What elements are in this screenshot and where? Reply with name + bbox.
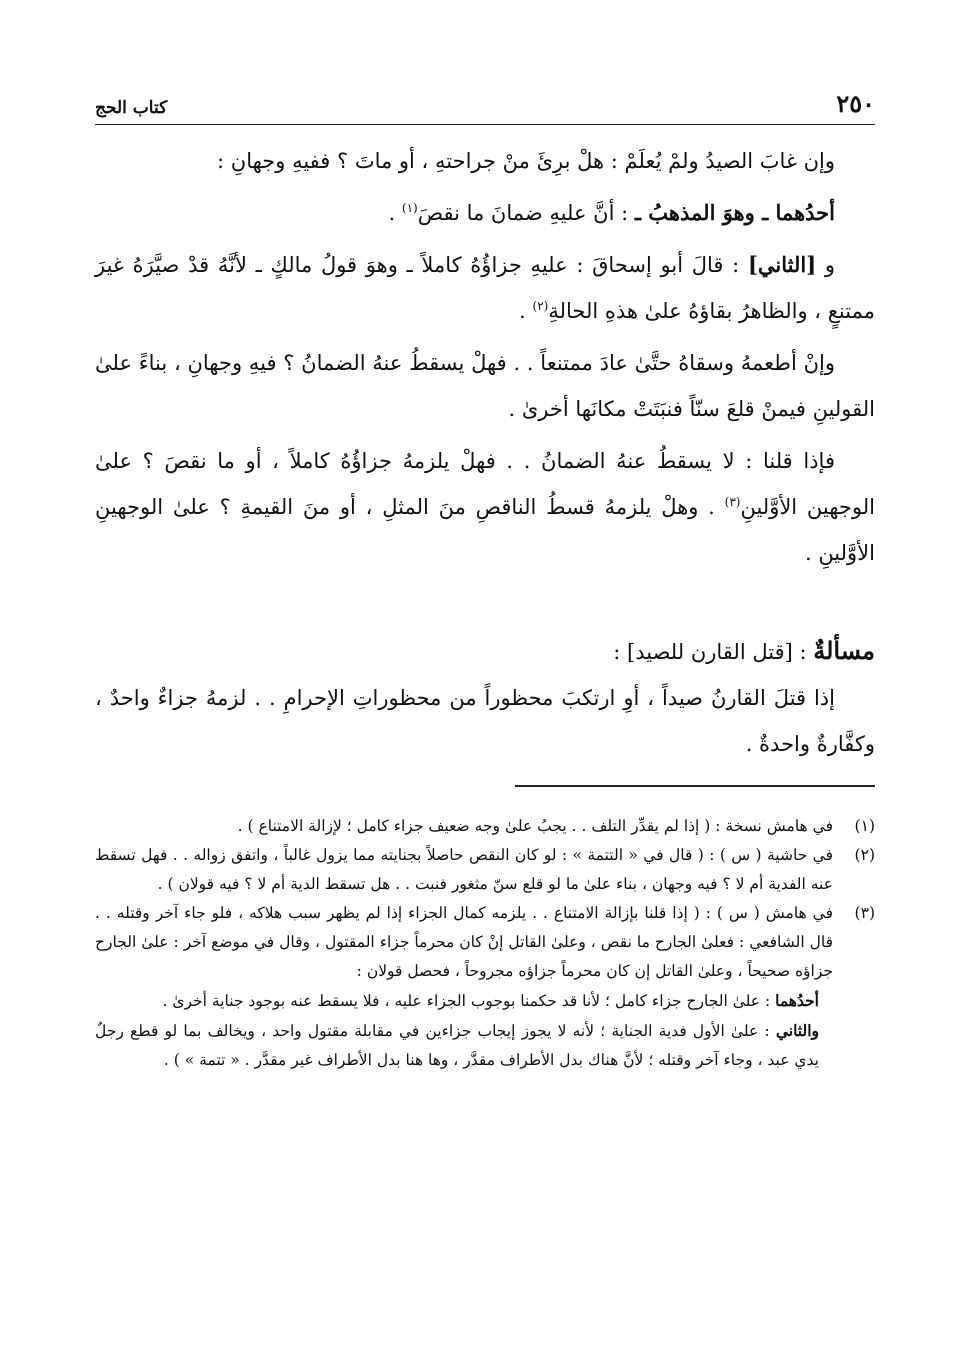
page-number: ٢٥٠ [836, 89, 875, 118]
paragraph-2-lead: أحدُهما ـ وهوَ المذهبُ ـ [634, 200, 835, 225]
footnote-number: (٣) [854, 904, 875, 922]
footnote-text: في حاشية ( س ) : ( قال في « التتمة » : لو كان النقص حاصلاً بجنايته مما يزول غالباً ، واتفق زواله . . فهل تسقط عنه الفدية أم لا ؟ فيه وجهان ، بناء علىٰ ما لو قلع سنّ مثغور فنبت . . هل تسقط الدية أم لا ؟ فيه قولان ) . [95, 846, 833, 893]
section-heading [95, 628, 875, 675]
section-label: مسألةٌ [813, 636, 875, 665]
footnote-separator [515, 785, 875, 787]
header-rule [95, 124, 875, 125]
page-header [95, 88, 875, 118]
footnote-number: (١) [854, 817, 875, 835]
footnote-sub-text: : علىٰ الأول فدية الجناية ؛ لأنه لا يجوز إيجاب جزاءين في مقابلة مقتول واحد ، ويخالف بما لو قطع رجلٌ يدي عبد ، وجاء آخر وقتله ؛ لأنَّ هناك بدل الأطراف مقدَّر ، وها هنا بدل الأطراف غير مقدَّر . « تتمة » ) . [95, 1022, 819, 1069]
paragraph-2 [95, 190, 875, 236]
footnote-text: في هامش نسخة : ( إذا لم يقدِّر التلف . . يجبُ علىٰ وجه ضعيف جزاء كامل ؛ لإزالة الامتناع ) . [237, 817, 833, 835]
paragraph-4: وإنْ أطعمهُ وسقاهُ حتَّىٰ عادَ ممتنعاً . . فهلْ يسقطُ عنهُ الضمانُ ؟ فيهِ وجهانِ ، بناءً علىٰ القولينِ فيمنْ قلعَ سنّاً فنبَتَتْ مكانَها أخرىٰ . [95, 351, 875, 421]
paragraph-3-end: . [519, 299, 533, 323]
book-page [95, 0, 875, 1365]
footnote-3 [95, 899, 875, 1075]
footnote-ref-3[interactable]: (٣) [724, 495, 741, 509]
paragraph-3-start: و [816, 253, 835, 277]
paragraph-3-lead: [الثاني] [747, 252, 817, 277]
footnote-number: (٢) [854, 846, 875, 864]
footnote-2 [95, 841, 875, 899]
footnote-1 [95, 812, 875, 841]
footnote-ref-2[interactable]: (٢) [532, 299, 549, 313]
footnote-subparagraph-2 [95, 1016, 833, 1075]
footnotes [95, 812, 875, 1075]
paragraph-2-end: . [388, 201, 402, 225]
footnote-sub-lead: أحدُهما [775, 991, 819, 1010]
footnote-sub-text: : علىٰ الجارح جزاء كامل ؛ لأنا قد حكمنا بوجوب الجزاء عليه ، فلا يسقط عنه بوجود جناية أخرىٰ . [162, 992, 776, 1010]
footnote-body [95, 899, 833, 1075]
paragraph-3 [95, 242, 875, 334]
footnote-text: في هامش ( س ) : ( إذا قلنا بإزالة الامتناع . . يلزمه كمال الجزاء إذا لم يظهر سبب هلاكه ، فلو جاء آخر وقتله . . قال الشافعي : فعلىٰ الجارح ما نقص ، وعلىٰ القاتل إنْ كان محرماً جزاء المقتول ، وقال في موضع آخر : علىٰ الجارح جزاؤه صحيحاً ، وعلىٰ القاتل إن كان محرماً جزاؤه مجروحاً ، فحصل قولان : [95, 904, 833, 980]
paragraph-5 [95, 438, 875, 576]
paragraph-5-text-a: فإذا قلنا : لا يسقطُ عنهُ الضمانُ . . فهلْ يلزمهُ جزاؤُهُ كاملاً ، أو ما نقصَ ؟ علىٰ الوجهين الأوَّلينِ [95, 449, 875, 519]
paragraph-5-text-b: . وهلْ يلزمهُ قسطُ الناقصِ منَ المثلِ ، أو منَ القيمةِ ؟ علىٰ الوجهينِ الأوَّلينِ . [95, 495, 875, 565]
footnote-ref-1[interactable]: (١) [401, 201, 418, 215]
footnote-subparagraph-1 [95, 986, 833, 1016]
main-text [95, 138, 875, 767]
section-title: : [قتل القارن للصيد] : [613, 640, 814, 664]
paragraph-2-text: : أنَّ عليهِ ضمانَ ما نقصَ [417, 201, 635, 225]
paragraph-1: وإن غابَ الصيدُ ولمْ يُعلَمْ : هلْ برِئَ منْ جراحتهِ ، أو ماتَ ؟ ففيهِ وجهانِ : [217, 149, 835, 173]
footnote-sub-lead: والثاني [775, 1021, 819, 1040]
paragraph-6: إذا قتلَ القارنُ صيداً ، أوِ ارتكبَ محظوراً من محظوراتِ الإحرامِ . . لزمهُ جزاءٌ واحدٌ ، وكفَّارةٌ واحدةٌ . [95, 686, 875, 756]
paragraph-3-text: : قالَ أبو إسحاقَ : عليهِ جزاؤُهُ كاملاً ـ وهوَ قولُ مالكٍ ـ لأنَّهُ قدْ صيَّرَهُ غيرَ ممتنعٍ ، والظاهرُ بقاؤهُ علىٰ هذهِ الحالةِ [95, 253, 875, 323]
running-title: كتاب الحج [95, 98, 168, 118]
